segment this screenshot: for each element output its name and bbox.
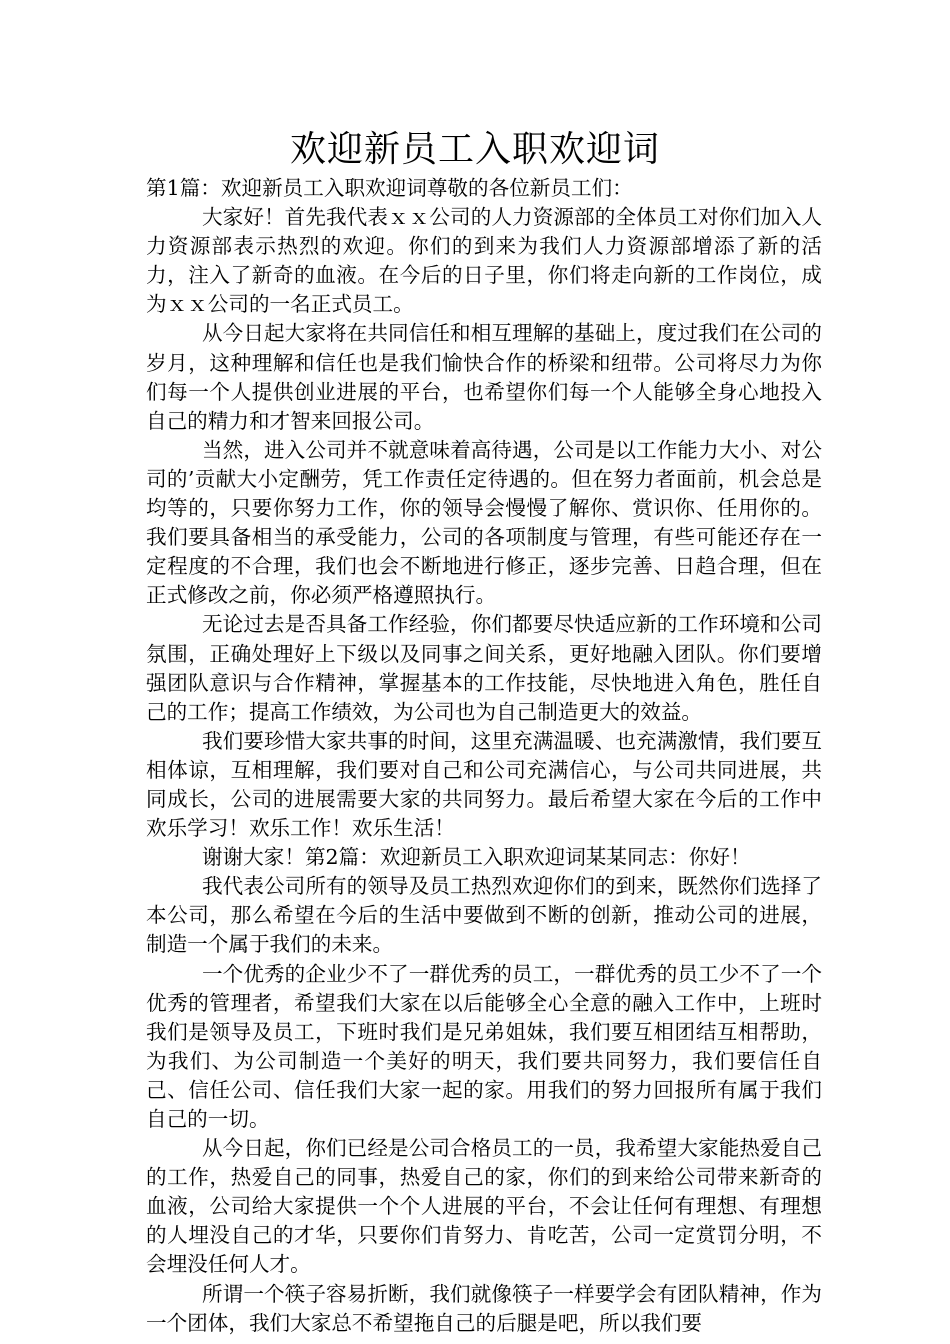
paragraph-8: 我代表公司所有的领导及员工热烈欢迎你们的到来，既然你们选择了本公司，那么希望在今后的生活中要做到不断的创新，推动公司的进展，制造一个属于我们的未来。 — [146, 874, 822, 957]
document-title: 欢迎新员工入职欢迎词 — [289, 129, 660, 170]
paragraph-3: 从今日起大家将在共同信任和相互理解的基础上，度过我们在公司的岁月，这种理解和信任也是我们愉快合作的桥梁和纽带。公司将尽力为你们每一个人提供创业进展的平台，也希望你们每一个人能够全身心地投入自己的精力和才智来回报公司。 — [146, 321, 822, 433]
paragraph-2: 大家好！首先我代表ｘｘ公司的人力资源部的全体员工对你们加入人力资源部表示热烈的欢迎。你们的到来为我们人力资源部增添了新的活力，注入了新奇的血液。在今后的日子里，你们将走向新的工作岗位，成为ｘｘ公司的一名正式员工。 — [146, 205, 822, 317]
paragraph-7: 谢谢大家！第2篇：欢迎新员工入职欢迎词某某同志：你好！ — [202, 845, 751, 870]
document-body — [146, 174, 822, 1338]
paragraph-5: 无论过去是否具备工作经验，你们都要尽快适应新的工作环境和公司氛围，正确处理好上下级以及同事之间关系，更好地融入团队。你们要增强团队意识与合作精神，掌握基本的工作技能，尽快地进入角色，胜任自己的工作；提高工作绩效，为公司也为自己制造更大的效益。 — [146, 612, 822, 724]
paragraph-6: 我们要珍惜大家共事的时间，这里充满温暖、也充满激情，我们要互相体谅，互相理解，我们要对自己和公司充满信心，与公司共同进展，共同成长，公司的进展需要大家的共同努力。最后希望大家在今后的工作中欢乐学习！欢乐工作！欢乐生活！ — [146, 728, 822, 841]
paragraph-11: 所谓一个筷子容易折断，我们就像筷子一样要学会有团队精神，作为一个团体，我们大家总不希望拖自己的后腿是吧，所以我们要 — [146, 1281, 822, 1335]
paragraph-9: 一个优秀的企业少不了一群优秀的员工，一群优秀的员工少不了一个优秀的管理者，希望我们大家在以后能够全心全意的融入工作中，上班时我们是领导及员工，下班时我们是兄弟姐妹，我们要互相团结互相帮助，为我们、为公司制造一个美好的明天，我们要共同努力，我们要信任自己、信任公司、信任我们大家一起的家。用我们的努力回报所有属于我们自己的一切。 — [146, 961, 822, 1131]
paragraph-4: 当然，进入公司并不就意味着高待遇，公司是以工作能力大小、对公司的’贡献大小定酬劳，凭工作责任定待遇的。但在努力者面前，机会总是均等的，只要你努力工作，你的领导会慢慢了解你、赏识你、任用你的。我们要具备相当的承受能力，公司的各项制度与管理，有些可能还存在一定程度的不合理，我们也会不断地进行修正，逐步完善、日趋合理，但在正式修改之前，你必须严格遵照执行。 — [146, 437, 822, 608]
paragraph-1: 第1篇：欢迎新员工入职欢迎词尊敬的各位新员工们： — [146, 176, 633, 200]
paragraph-10: 从今日起，你们已经是公司合格员工的一员，我希望大家能热爱自己的工作，热爱自己的同事，热爱自己的家，你们的到来给公司带来新奇的血液，公司给大家提供一个个人进展的平台，不会让任何有理想、有理想的人埋没自己的才华，只要你们肯努力、肯吃苦，公司一定赏罚分明，不会埋没任何人才。 — [146, 1136, 822, 1277]
